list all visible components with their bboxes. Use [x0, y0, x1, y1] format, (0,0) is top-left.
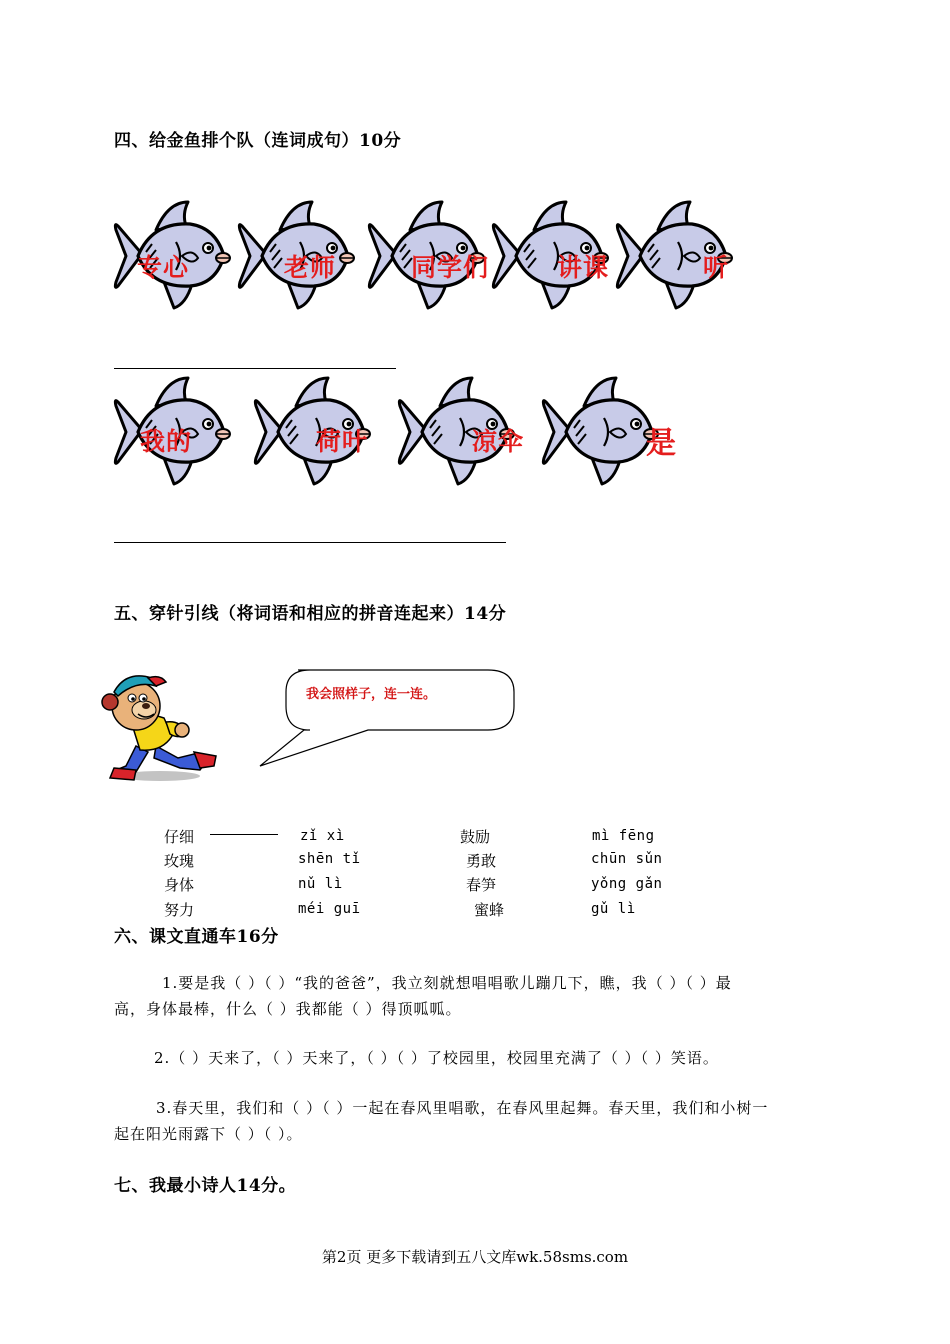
pinyin-item[interactable]: yǒng gǎn: [591, 876, 663, 892]
answer-line[interactable]: [114, 368, 396, 369]
question-1-line-2: 高，身体最棒，什么（ ）我都能（ ）得顶呱呱。: [114, 1000, 462, 1018]
word-item[interactable]: 鼓励: [460, 828, 491, 846]
fish-word: 听: [703, 253, 730, 282]
word-item[interactable]: 身体: [164, 876, 195, 894]
word-item[interactable]: 春笋: [466, 876, 497, 894]
word-item[interactable]: 蜜蜂: [474, 901, 505, 919]
question-3-line-2: 起在阳光雨露下（ ）（ ）。: [114, 1125, 303, 1143]
word-item[interactable]: 勇敢: [466, 852, 497, 870]
pinyin-item[interactable]: nǔ lì: [298, 876, 343, 892]
answer-line[interactable]: [114, 542, 506, 543]
word-item[interactable]: 玫瑰: [164, 852, 195, 870]
word-item[interactable]: 仔细: [164, 828, 195, 846]
fish-word: 我的: [140, 427, 193, 456]
question-2: 2.（ ）天来了，（ ）天来了，（ ）（ ）了校园里，校园里充满了（ ）（ ）笑语。: [154, 1049, 719, 1067]
pinyin-item[interactable]: gǔ lì: [591, 901, 636, 917]
fish-icon[interactable]: [540, 372, 660, 492]
speech-bubble-text: 我会照样子，连一连。: [306, 687, 437, 702]
pinyin-item[interactable]: méi guī: [298, 901, 361, 917]
fish-word: 是: [646, 426, 677, 461]
example-connect-line: [210, 834, 278, 835]
cartoon-boy-image: [96, 666, 224, 786]
pinyin-item[interactable]: mì fēng: [592, 828, 655, 844]
pinyin-item[interactable]: chūn sǔn: [591, 851, 663, 867]
fish-word: 讲课: [557, 253, 610, 282]
fish-word: 荷叶: [316, 427, 369, 456]
question-3-line-1: 3.春天里，我们和（ ）（ ）一起在春风里唱歌，在春风里起舞。春天里，我们和小树一: [156, 1099, 769, 1117]
question-1-line-1: 1.要是我（ ）（ ）“我的爸爸”，我立刻就想唱唱歌儿蹦几下，瞧，我（ ）（ ）最: [162, 974, 732, 992]
word-item[interactable]: 努力: [164, 901, 195, 919]
section7-title: 七、我最小诗人14分。: [114, 1176, 297, 1196]
page-footer: 第2页 更多下载请到五八文库wk.58sms.com: [321, 1248, 629, 1266]
fish-word: 凉伞: [472, 427, 525, 456]
section4-title: 四、给金鱼排个队（连词成句）10分: [114, 131, 402, 151]
pinyin-item[interactable]: shēn tǐ: [298, 851, 361, 867]
fish-word: 同学们: [411, 253, 490, 282]
section5-title: 五、穿针引线（将词语和相应的拼音连起来）14分: [114, 604, 507, 624]
fish-word: 老师: [284, 253, 337, 282]
pinyin-item[interactable]: zǐ xì: [300, 828, 345, 844]
section6-title: 六、课文直通车16分: [114, 927, 279, 947]
fish-word: 专心: [137, 253, 190, 282]
